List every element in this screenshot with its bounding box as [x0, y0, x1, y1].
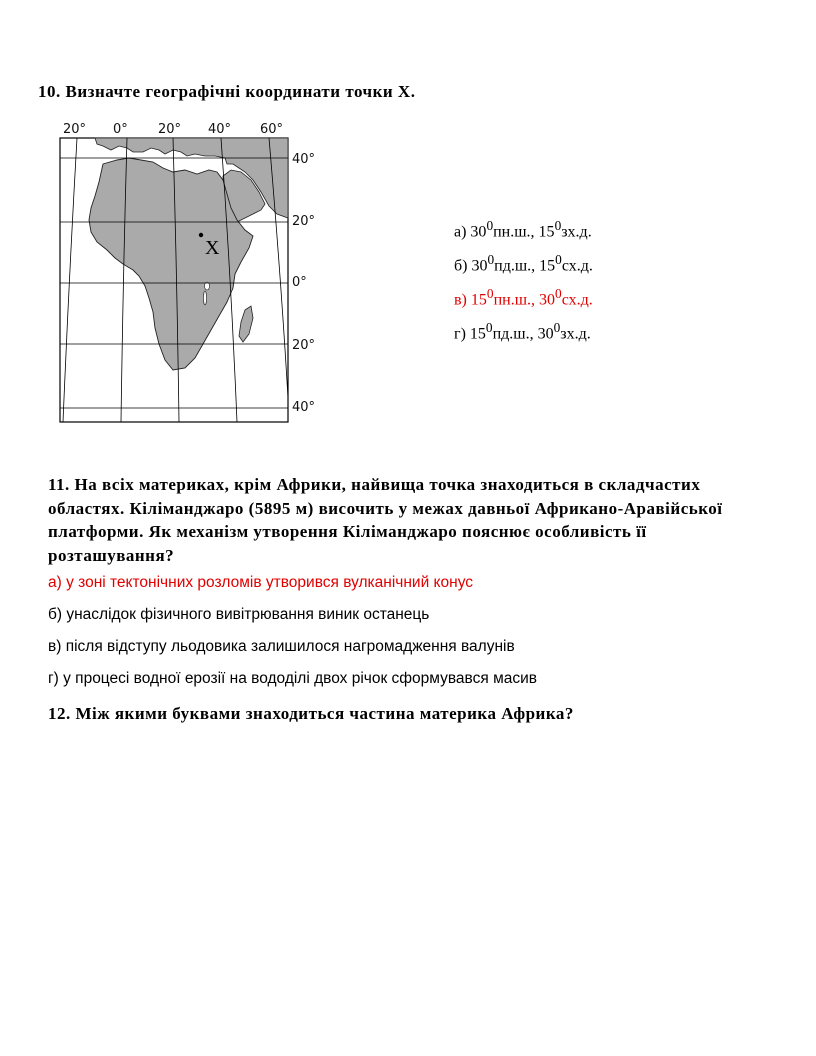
lon-label-20e: 20° — [158, 122, 182, 137]
lat-label-20s: 20° — [292, 338, 316, 353]
point-x-marker — [199, 233, 203, 237]
question-11-title: 11. На всіх материках, крім Африки, найвища точка знаходиться в складчастих областях. Кіліманджаро (5895 м) височить у межах давньої Африкано-Аравійської платформи. Як механізм утворення Кіліманджаро пояснює особливість її розташування? — [48, 475, 723, 565]
q11-option-b[interactable]: б) унаслідок фізичного вивітрювання виник останець — [48, 606, 430, 623]
lon-label-20w: 20° — [63, 122, 87, 137]
question-12-title: 12. Між якими буквами знаходиться частина материка Африка? — [48, 704, 574, 723]
q11-option-c[interactable]: в) після відступу льодовика залишилося нагромадження валунів — [48, 638, 515, 655]
africa-map — [55, 118, 325, 428]
q10-option-a[interactable]: а) $30^0пн.ш$., $15^0зх.д$. — [454, 218, 592, 241]
lat-label-0: 0° — [292, 275, 307, 290]
question-11-options — [48, 572, 537, 700]
q10-option-b[interactable]: б) $30^0пд.ш$., $15^0сх.д$. — [454, 252, 593, 275]
q10-option-d[interactable]: г) $15^0пд.ш$., $30^0зх.д$. — [454, 320, 591, 343]
lon-label-60e: 60° — [260, 122, 284, 137]
lat-label-40n: 40° — [292, 152, 316, 167]
q11-option-a[interactable]: а) у зоні тектонічних розломів утворився вулканічний конус — [48, 574, 474, 591]
question-10-options — [454, 215, 593, 351]
lat-label-20n: 20° — [292, 214, 316, 229]
lon-label-40e: 40° — [208, 122, 232, 137]
lon-label-0: 0° — [113, 122, 128, 137]
lat-label-40s: 40° — [292, 400, 316, 415]
question-10-title: 10. Визначте географічні координати точки Х. — [38, 82, 416, 101]
q11-option-d[interactable]: г) у процесі водної ерозії на вододілі двох річок сформувався масив — [48, 670, 537, 687]
point-x-label: Х — [205, 237, 220, 259]
q10-option-c[interactable]: в) $15^0пн.ш$., $30^0сх.д$. — [454, 286, 593, 309]
